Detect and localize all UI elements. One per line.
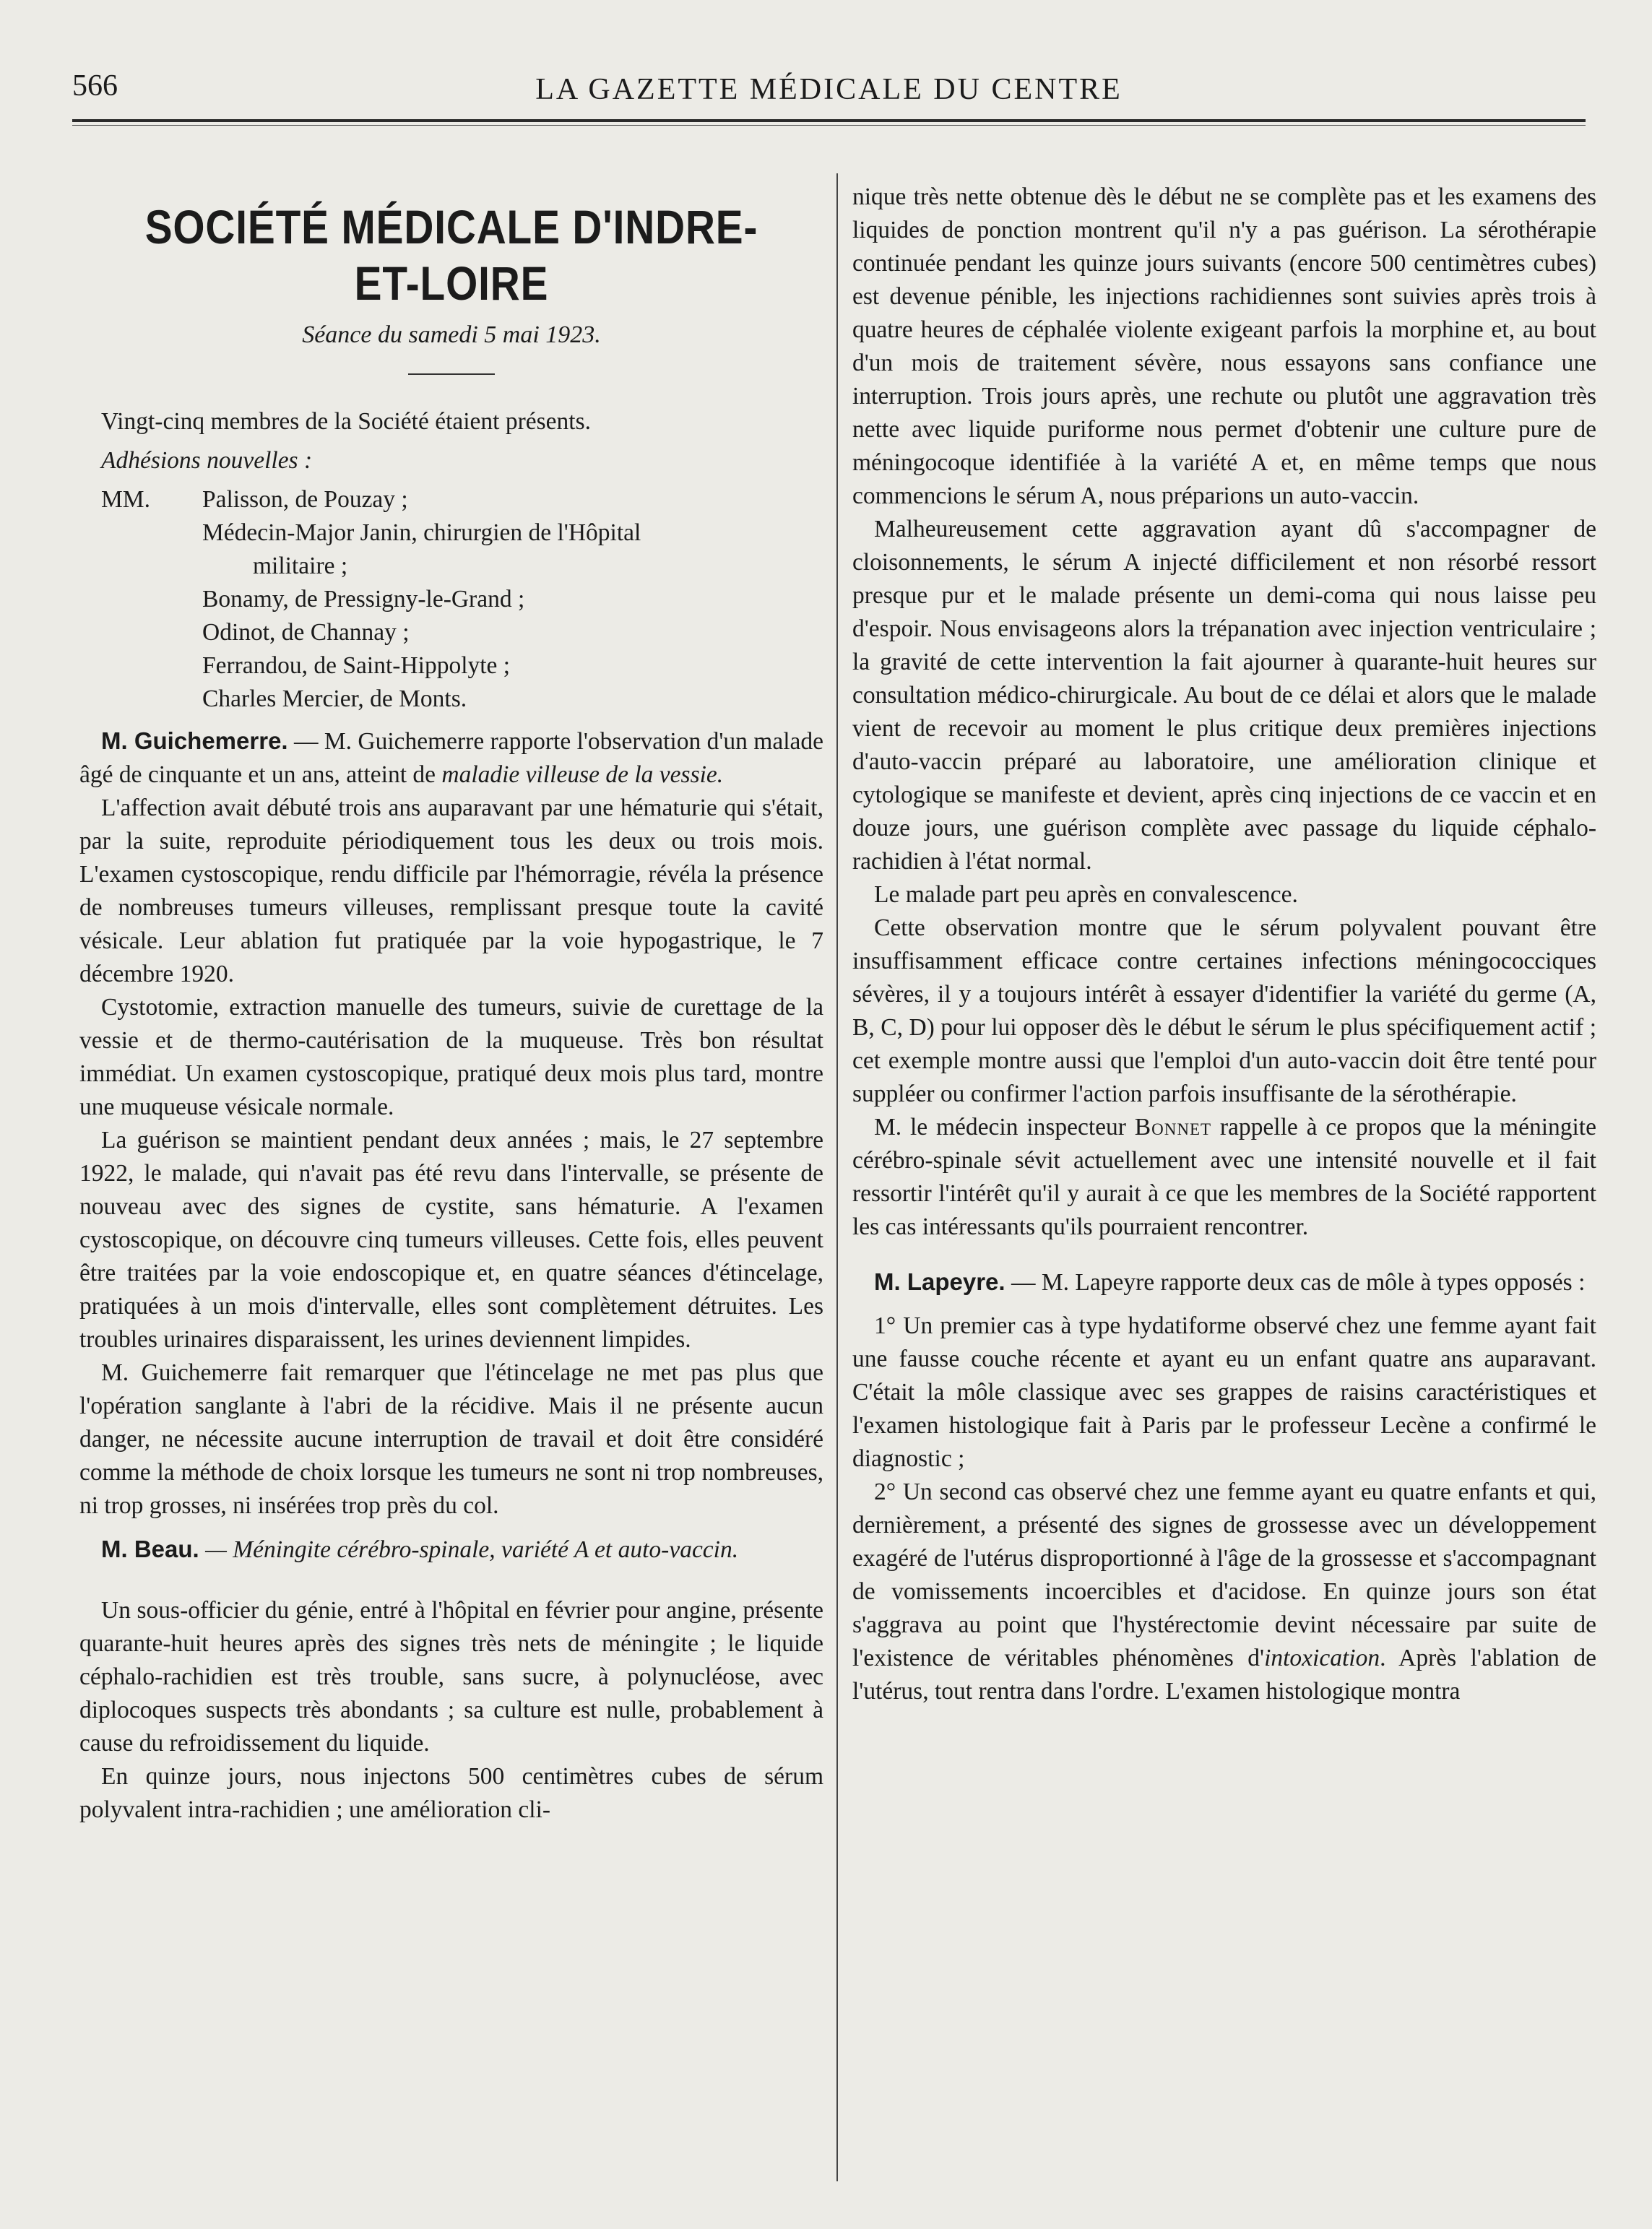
bonnet-paragraph [852, 1111, 1596, 1244]
member-item: Palisson, de Pouzay ; [202, 486, 408, 513]
mm-label: MM. [101, 486, 150, 513]
member-item: Odinot, de Channay ; [202, 619, 410, 646]
new-members-list [79, 483, 823, 716]
page-number: 566 [72, 69, 118, 103]
guichemerre-paragraph-2: L'affection avait débuté trois ans auparavant par une hématurie qui s'était, par la suite, reproduite périodiquement tous les deux ou trois mois. L'examen cystoscopique, rendu difficile par l'hémorragie, révéla la présence de nombreuses tumeurs villeuses, remplissant presque toute la cavité vésicale. Leur ablation fut pratiquée par la voie hypogastrique, le 7 décembre 1920. [79, 795, 823, 987]
header-rule [72, 119, 1586, 122]
beau-heading [79, 1533, 823, 1567]
session-date: Séance du samedi 5 mai 1923. [302, 321, 601, 348]
paragraph-text: M. le médecin inspecteur [874, 1114, 1135, 1141]
paragraph-text: — M. Guichemerre rapporte l'observation d'un malade âgé de cinquante et un ans, atteint de [79, 728, 823, 788]
member-item: Ferrandou, de Saint-Hippolyte ; [202, 652, 511, 679]
beau-paragraph-4: Le malade part peu après en convalescence. [874, 881, 1298, 908]
lapeyre-paragraph-1 [852, 1265, 1596, 1299]
beau-title: — Méningite cérébro-spinale, variété A et auto-vaccin. [199, 1536, 739, 1563]
speaker-name: M. Guichemerre. [101, 727, 288, 754]
speaker-name: M. Lapeyre. [874, 1268, 1006, 1295]
paragraph-text: — M. Lapeyre rapporte deux cas de môle à types opposés : [1005, 1269, 1586, 1296]
beau-paragraph-2-continued: nique très nette obtenue dès le début ne se complète pas et les examens des liquides de ponction montrent qu'il n'y a pas guérison. La sérothérapie continuée pendant les quinze jours suivants (encore 500 centimètres cubes) est devenue pénible, les injections rachidiennes sont suivies après trois à quatre heures de céphalée violente exigeant parfois la morphine et, au bout d'un mois de traitement sévère, nous essayons sans confiance une interruption. Trois jours après, une rechute ou plutôt une aggravation très nette avec liquide puriforme nous permet d'obtenir une culture pure de méningocoque identifiée à la variété A et, en même temps que nous commencions le sérum A, nous préparions un auto-vaccin. [852, 183, 1596, 509]
guichemerre-paragraph-1 [79, 724, 823, 792]
paragraph-emphasis: intoxication [1264, 1645, 1380, 1671]
attendance-text: Vingt-cinq membres de la Société étaient présents. [101, 408, 591, 435]
section-divider [408, 373, 495, 375]
lapeyre-paragraph-3 [852, 1476, 1596, 1708]
guichemerre-paragraph-5: M. Guichemerre fait remarquer que l'étincelage ne met pas plus que l'opération sanglante à l'abri de la récidive. Mais il ne présente aucun danger, ne nécessite aucune interruption de travail et doit être considéré comme la méthode de choix lorsque les tumeurs ne sont ni trop nombreuses, ni trop grosses, ni insérées trop près du col. [79, 1359, 823, 1519]
beau-paragraph-3: Malheureusement cette aggravation ayant dû s'accompagner de cloisonnements, le sérum A injecté difficilement et non résorbé ressort presque pur et le malade présente un demi-coma qui nous laisse peu d'espoir. Nous envisageons alors la trépanation avec injection ventriculaire ; la gravité de cette intervention la fait ajourner à quarante-huit heures sur consultation médico-chirurgicale. Au bout de ce délai et alors que le malade vient de recevoir au moment le plus critique deux premières injections d'auto-vaccin préparé au laboratoire, une amélioration clinique et cytologique se manifeste et devient, après cinq injections de ce vaccin et en douze jours, une guérison complète avec passage du liquide céphalo-rachidien à l'état normal. [852, 516, 1596, 875]
beau-paragraph-5: Cette observation montre que le sérum polyvalent pouvant être insuffisamment efficace contre certaines infections méningococciques sévères, il y a toujours intérêt à essayer d'identifier la variété du germe (A, B, C, D) pour lui opposer dès le début le sérum le plus spécifiquement actif ; cet exemple montre aussi que l'emploi d'un auto-vaccin doit être tenté pour suppléer ou confirmer l'action parfois insuffisante de la sérothérapie. [852, 914, 1596, 1107]
paragraph-text: rappelle à ce propos que la méningite cérébro-spinale sévit actuellement avec une intensité nouvelle et il fait ressortir l'intérêt qu'il y aurait à ce que les membres de la Société rapportent les cas intéressants qu'ils pourraient rencontrer. [852, 1114, 1596, 1240]
guichemerre-paragraph-3: Cystotomie, extraction manuelle des tumeurs, suivie de curettage de la vessie et de thermo-cautérisation de la muqueuse. Très bon résultat immédiat. Un examen cystoscopique, pratiqué deux mois plus tard, montre une muqueuse vésicale normale. [79, 994, 823, 1120]
member-item: Charles Mercier, de Monts. [202, 685, 467, 712]
guichemerre-paragraph-4: La guérison se maintient pendant deux années ; mais, le 27 septembre 1922, le malade, qui n'avait pas été revu dans l'intervalle, se présente de nouveau avec des signes de cystite, sans hématurie. A l'examen cystoscopique, on découvre cinq tumeurs villeuses. Cette fois, elles peuvent être traitées par la voie endoscopique et, en quatre séances d'étincelage, pratiquées à un mois d'intervalle, elles sont complètement détruites. Les troubles urinaires disparaissent, les urines deviennent limpides. [79, 1127, 823, 1353]
paragraph-text: 2° Un second cas observé chez une femme ayant eu quatre enfants et qui, dernièrement, a présenté des signes de grossesse avec un développement exagéré de l'utérus disproportionné à l'âge de la grossesse et s'accompagnant de vomissements incoercibles et d'acidose. En quinze jours son état s'aggrava au point que l'hystérectomie devint nécessaire par suite de l'existence de véritables phénomènes d' [852, 1479, 1596, 1671]
header-rule-thin [72, 125, 1586, 126]
left-column [79, 173, 823, 1827]
new-members-heading: Adhésions nouvelles : [101, 447, 313, 474]
lapeyre-paragraph-2: 1° Un premier cas à type hydatiforme observé chez une femme ayant fait une fausse couche récente et ayant eu un enfant quatre ans auparavant. C'était la môle classique avec ses grappes de raisins caractéristiques et l'examen histologique fait à Paris par le professeur Lecène a confirmé le diagnostic ; [852, 1312, 1596, 1472]
society-title: SOCIÉTÉ MÉDICALE D'INDRE-ET-LOIRE [144, 200, 758, 310]
beau-paragraph-1: Un sous-officier du génie, entré à l'hôpital en février pour angine, présente quarante-huit heures après des signes très nets de méningite ; le liquide céphalo-rachidien est très trouble, sans sucre, à polynucléose, avec diplocoques suspects très abondants ; sa culture est nulle, probablement à cause du refroidissement du liquide. [79, 1597, 823, 1757]
speaker-name: M. Beau. [101, 1536, 199, 1562]
paragraph-text: . Après l'ablation de l'utérus, tout rentra dans l'ordre. L'examen histologique montra [852, 1645, 1596, 1705]
member-item: Bonamy, de Pressigny-le-Grand ; [202, 586, 525, 613]
page-header [72, 69, 1586, 134]
member-item-continuation: militaire ; [253, 553, 348, 579]
beau-paragraph-2: En quinze jours, nous injectons 500 centimètres cubes de sérum polyvalent intra-rachidien ; une amélioration cli- [79, 1763, 823, 1823]
right-column [852, 181, 1596, 1708]
paragraph-emphasis: maladie villeuse de la vessie. [441, 761, 724, 788]
running-title: LA GAZETTE MÉDICALE DU CENTRE [535, 73, 1123, 106]
column-divider [836, 173, 838, 2181]
member-item: Médecin-Major Janin, chirurgien de l'Hôpital [202, 519, 641, 546]
person-name: Bonnet [1134, 1114, 1212, 1141]
